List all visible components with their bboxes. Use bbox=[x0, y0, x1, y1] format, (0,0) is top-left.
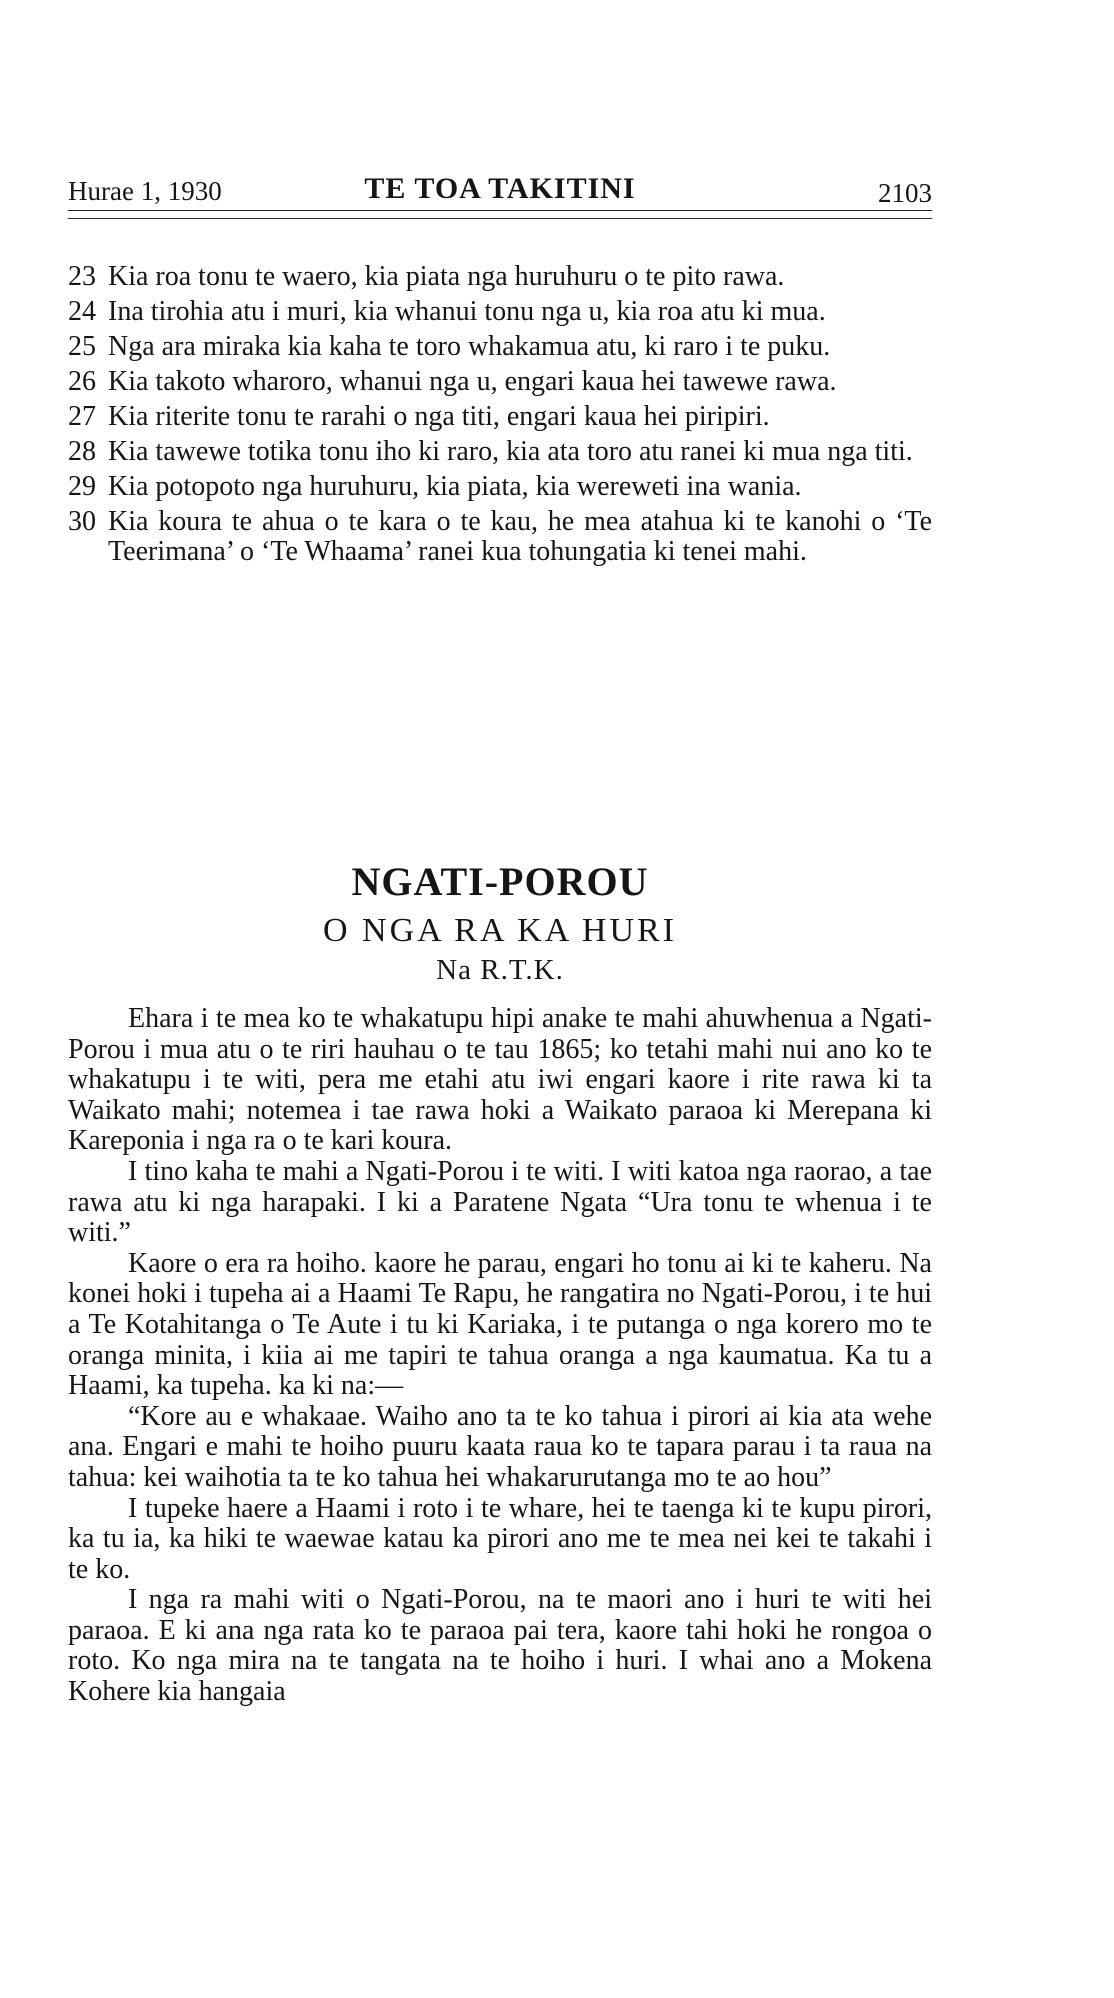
article-paragraph: I tupeke haere a Haami i roto i te whare, hei te taenga ki te kupu pirori, ka tu ia, ka hiki te waewae katau ka pirori ano me te mea nei kei te takahi i te ko. bbox=[68, 1492, 932, 1585]
article-paragraph: Ehara i te mea ko te whakatupu hipi anake te mahi ahuwhenua a Ngati-Porou i mua atu o te riri hauhau o te tau 1865; ko tetahi mahi nui ano ko te whakatupu i te witi, pera me etahi atu iwi engari kaore i rite rawa ki ta Waikato mahi; notemea i tae rawa hoki a Waikato paraoa ki Merepana ki Kareponia i nga ra o te kari koura. bbox=[68, 1003, 932, 1157]
article-paragraph: I tino kaha te mahi a Ngati-Porou i te witi. I witi katoa nga raorao, a tae rawa atu ki nga harapaki. I ki a Paratene Ngata “Ura tonu te whenua i te witi.” bbox=[68, 1155, 932, 1249]
list-item bbox=[68, 472, 932, 502]
list-item-text: Ina tirohia atu i muri, kia whanui tonu nga u, kia roa atu ki mua. bbox=[108, 296, 826, 327]
list-item bbox=[68, 297, 932, 327]
list-item bbox=[68, 402, 932, 432]
list-item bbox=[68, 262, 932, 292]
list-item-text: Kia riterite tonu te rarahi o nga titi, engari kaua hei piripiri. bbox=[108, 401, 770, 432]
numbered-list bbox=[68, 262, 932, 572]
list-item-number: 26 bbox=[68, 366, 96, 397]
list-item bbox=[68, 507, 932, 567]
article-paragraph: Kaore o era ra hoiho. kaore he parau, engari ho tonu ai ki te kaheru. Na konei hoki i tupeha ai a Haami Te Rapu, he rangatira no Ngati-Porou, i te hui a Te Kotahitanga o Te Aute i tu ki Kariaka, i te putanga o nga korero mo te oranga minita, i kiia ai me tapiri te tahua oranga a nga kaumatua. Ka tu a Haami, ka tupeha. ka ki na:— bbox=[68, 1247, 932, 1402]
article-subtitle: O NGA RA KA HURI bbox=[322, 912, 678, 949]
article-body bbox=[68, 1004, 932, 1708]
list-item-number: 25 bbox=[68, 331, 96, 362]
list-item-number: 27 bbox=[68, 401, 96, 432]
list-item-text: Kia roa tonu te waero, kia piata nga huruhuru o te pito rawa. bbox=[108, 261, 785, 292]
list-item-text: Nga ara miraka kia kaha te toro whakamua atu, ki raro i te puku. bbox=[108, 331, 831, 362]
list-item-number: 23 bbox=[68, 261, 96, 292]
list-item-number: 24 bbox=[68, 296, 96, 327]
article-title: NGATI-POROU bbox=[351, 859, 649, 904]
list-item bbox=[68, 332, 932, 362]
header-date: Hurae 1, 1930 bbox=[68, 176, 222, 206]
list-item-text: Kia potopoto nga huruhuru, kia piata, kia wereweti ina wania. bbox=[108, 471, 802, 502]
list-item bbox=[68, 367, 932, 397]
article-paragraph: I nga ra mahi witi o Ngati-Porou, na te maori ano i huri te witi hei paraoa. E ki ana nga rata ko te paraoa pai tera, kaore tahi hoki he rongoa o roto. Ko nga mira na te tangata na te hoiho i huri. I whai ano a Mokena Kohere kia hangaia bbox=[68, 1584, 932, 1708]
header-rule-secondary bbox=[68, 218, 932, 219]
list-item-number: 29 bbox=[68, 471, 96, 502]
article-paragraph: “Kore au e whakaae. Waiho ano ta te ko tahua i pirori ai kia ata wehe ana. Engari e mahi te hoiho puuru kaata raua ko te tapara parau i ta raua na tahua: kei waihotia ta te ko tahua hei whakarurutanga mo te ao hou” bbox=[68, 1400, 932, 1493]
publication-title: TE TOA TAKITINI bbox=[364, 172, 636, 205]
running-header bbox=[68, 168, 932, 208]
list-item-number: 28 bbox=[68, 436, 96, 467]
list-item-text: Kia tawewe totika tonu iho ki raro, kia ata toro atu ranei ki mua nga titi. bbox=[108, 436, 913, 467]
article-byline: Na R.T.K. bbox=[436, 954, 564, 986]
list-item bbox=[68, 437, 932, 467]
list-item-text: Kia takoto wharoro, whanui nga u, engari kaua hei tawewe rawa. bbox=[108, 366, 837, 397]
header-rule bbox=[68, 210, 932, 211]
list-item-text: Kia koura te ahua o te kara o te kau, he mea atahua ki te kanohi o ‘Te Teerimana’ o ‘Te Whaama’ ranei kua tohungatia ki tenei mahi. bbox=[108, 506, 932, 567]
page-number: 2103 bbox=[878, 178, 932, 208]
list-item-number: 30 bbox=[68, 506, 96, 537]
